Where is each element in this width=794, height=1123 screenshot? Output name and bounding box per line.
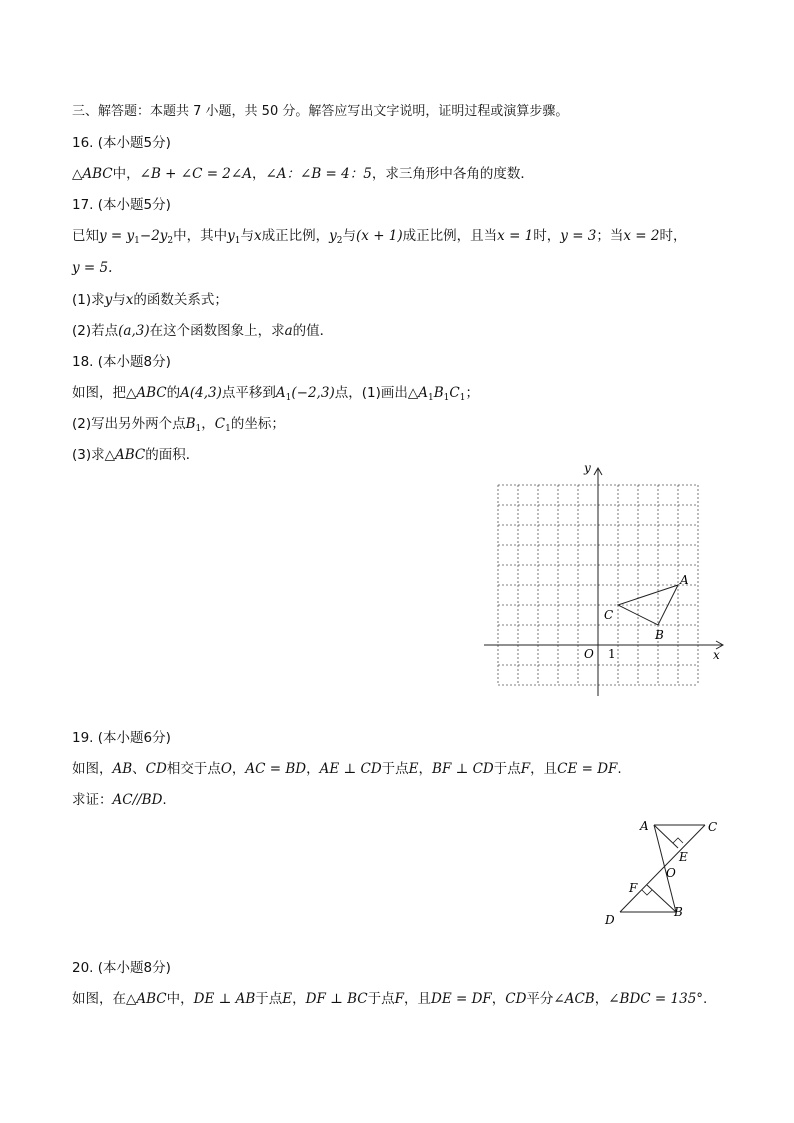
label-c: C (708, 820, 718, 834)
coordinate-grid-figure (480, 462, 730, 702)
right-angle-mark-e (673, 838, 683, 843)
point-label-c: C (604, 608, 614, 622)
q16-header: 16. (本小题5分) (72, 135, 171, 151)
label-o: O (666, 866, 676, 880)
label-d: D (605, 913, 615, 927)
section-heading: 三、解答题：本题共 7 小题，共 50 分。解答应写出文字说明，证明过程或演算步骤。 (72, 104, 569, 119)
q17-header: 17. (本小题5分) (72, 197, 171, 213)
segment-ae (654, 825, 678, 848)
q17-part1: (1)求y与x的函数关系式； (72, 292, 228, 308)
label-a: A (640, 819, 649, 833)
right-angle-mark-f (642, 890, 652, 895)
q19-line2: 求证：AC//BD. (72, 792, 167, 808)
q17-statement-cont: y = 5. (72, 260, 113, 276)
label-b: B (674, 905, 683, 919)
origin-label: O (584, 647, 594, 661)
q19-figure (600, 812, 730, 932)
x-axis-label: x (713, 648, 720, 662)
q18-header: 18. (本小题8分) (72, 354, 171, 370)
label-e: E (679, 850, 688, 864)
q19-line1: 如图，AB、CD相交于点O，AC = BD，AE ⊥ CD于点E，BF ⊥ CD于点F，且CE = DF. (72, 761, 622, 777)
q20-line1: 如图，在△ABC中，DE ⊥ AB于点E，DF ⊥ BC于点F，且DE = DF，CD平分∠ACB，∠BDC = 135°. (72, 991, 708, 1007)
q19-header: 19. (本小题6分) (72, 730, 171, 746)
q20-header: 20. (本小题8分) (72, 960, 171, 976)
tick-label-1: 1 (608, 647, 616, 661)
label-f: F (629, 881, 638, 895)
point-label-b: B (655, 628, 664, 642)
y-axis-label: y (584, 462, 591, 475)
q18-line3: (3)求△ABC的面积． (72, 447, 200, 463)
q17-statement: 已知$y = y_1-2y_2$中，其中$y_1$与x成正比例，$y_2$与(x + 1)成正比例，且当x = 1时，y = 3；当x = 2时， (72, 228, 687, 246)
q16-statement: △ABC中，∠B + ∠C = 2∠A，∠A：∠B = 4：5，求三角形中各角的度数． (72, 166, 534, 182)
q18-line2: (2)写出另外两个点$B_1$，$C_1$的坐标； (72, 416, 285, 434)
q17-part2: (2)若点(a,3)在这个函数图象上，求a的值． (72, 323, 334, 339)
segment-bf (647, 885, 676, 912)
q18-line1: 如图，把△ABC的A(4,3)点平移到$A_1(-2,3)$点，(1)画出$\triangle A_1B_1C_1$； (72, 385, 479, 403)
point-label-a: A (680, 573, 689, 587)
